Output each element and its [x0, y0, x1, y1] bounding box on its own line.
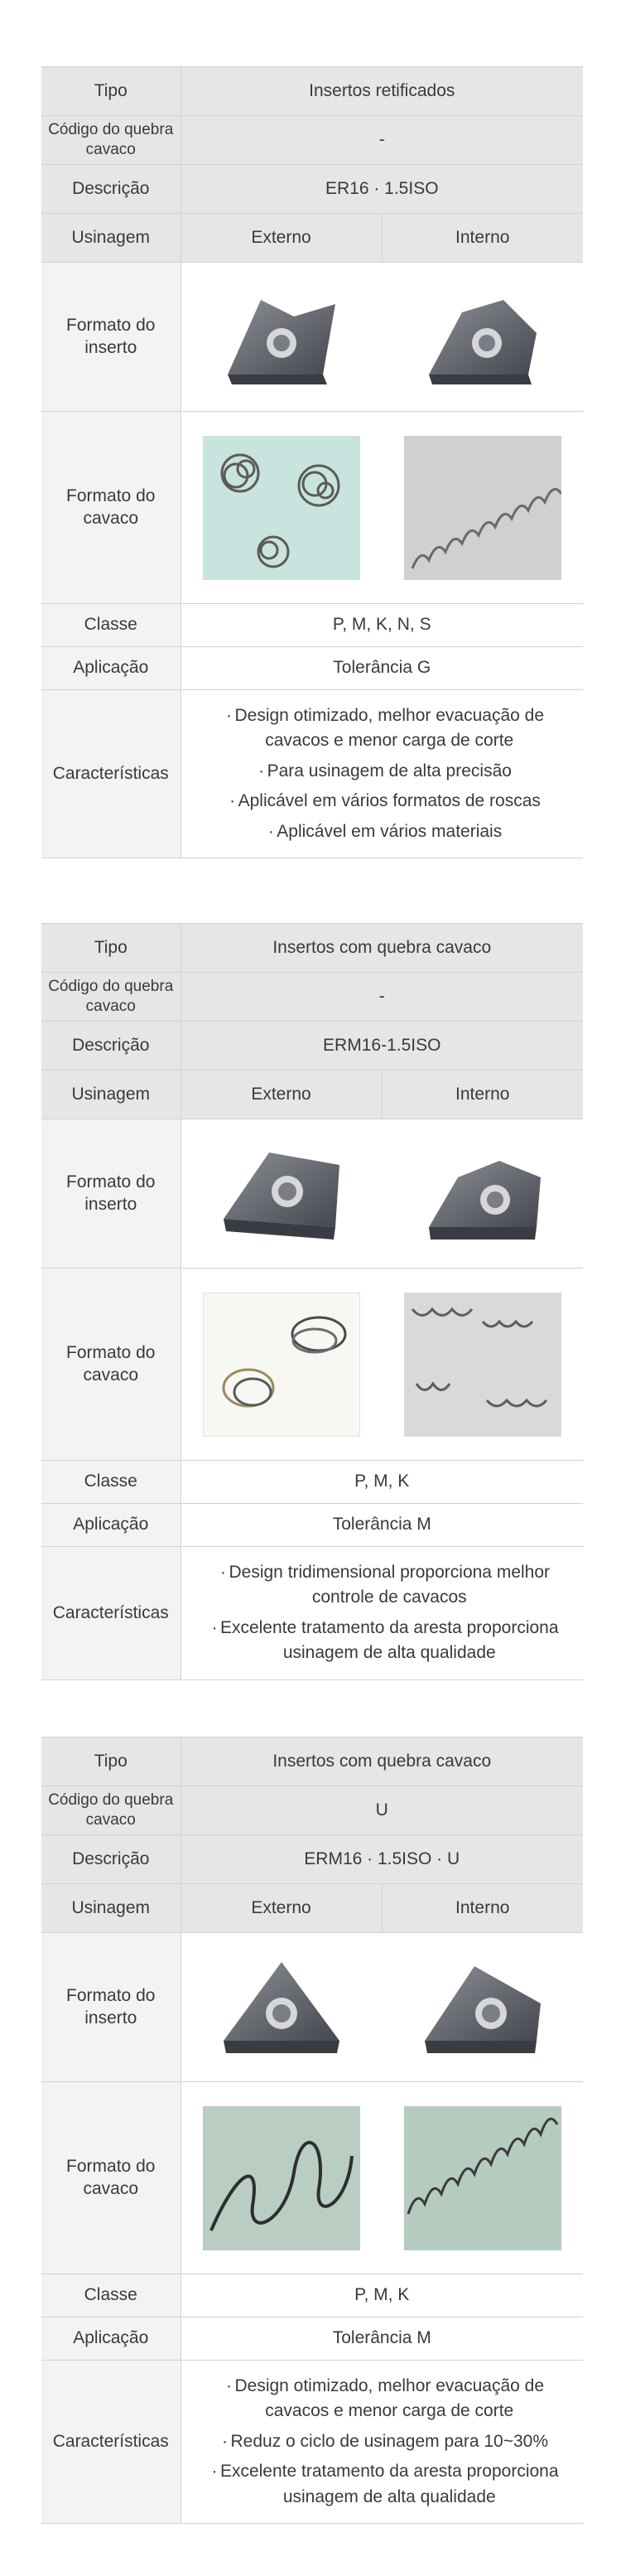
value-classe: P, M, K, N, S [181, 604, 583, 647]
insert-image-external [199, 1945, 364, 2070]
label-codigo: Código do quebra cavaco [41, 116, 181, 165]
value-codigo: - [181, 973, 583, 1022]
feature-item: · Design tridimensional proporciona melhor controle de cavacos [201, 1560, 567, 1611]
usinagem-externo: Externo [181, 214, 382, 263]
label-usinagem: Usinagem [41, 1884, 181, 1933]
chip-image-internal [404, 2106, 561, 2250]
label-caracteristicas: Características [41, 690, 181, 858]
feature-item: · Design otimizado, melhor evacuação de cavacos e menor carga de corte [201, 2374, 567, 2424]
value-tipo: Insertos retificados [181, 67, 583, 116]
chip-image-external [203, 436, 360, 580]
spec-table-3 [41, 1737, 583, 2524]
value-descricao: ER16 · 1.5ISO [181, 165, 583, 214]
chip-image-external [203, 2106, 360, 2250]
value-codigo: - [181, 116, 583, 165]
value-tipo: Insertos com quebra cavaco [181, 924, 583, 973]
value-aplicacao: Tolerância M [181, 1504, 583, 1547]
chip-image-internal [404, 1293, 561, 1437]
label-formato-inserto: Formato do inserto [41, 263, 181, 412]
insert-image-internal [400, 1132, 566, 1256]
label-formato-cavaco: Formato do cavaco [41, 412, 181, 604]
label-usinagem: Usinagem [41, 1071, 181, 1119]
value-descricao: ERM16-1.5ISO [181, 1022, 583, 1071]
insert-image-external [199, 275, 364, 399]
label-descricao: Descrição [41, 165, 181, 214]
chip-image-external [203, 1293, 360, 1437]
label-descricao: Descrição [41, 1022, 181, 1071]
label-formato-inserto: Formato do inserto [41, 1933, 181, 2082]
label-classe: Classe [41, 2274, 181, 2317]
usinagem-interno: Interno [382, 214, 583, 263]
label-tipo: Tipo [41, 1737, 181, 1786]
label-caracteristicas: Características [41, 1547, 181, 1680]
label-aplicacao: Aplicação [41, 2317, 181, 2361]
features-list [201, 2374, 567, 2510]
feature-item: · Aplicável em vários materiais [201, 819, 567, 844]
label-formato-cavaco: Formato do cavaco [41, 2082, 181, 2274]
label-tipo: Tipo [41, 924, 181, 973]
feature-item: · Design otimizado, melhor evacuação de cavacos e menor carga de corte [201, 703, 567, 754]
usinagem-interno: Interno [382, 1071, 583, 1119]
value-aplicacao: Tolerância M [181, 2317, 583, 2361]
value-aplicacao: Tolerância G [181, 647, 583, 690]
usinagem-externo: Externo [181, 1071, 382, 1119]
insert-image-external [199, 1132, 364, 1256]
feature-item: · Excelente tratamento da aresta proporciona usinagem de alta qualidade [201, 2459, 567, 2510]
value-tipo: Insertos com quebra cavaco [181, 1737, 583, 1786]
features-list [201, 703, 567, 844]
feature-item: · Aplicável em vários formatos de roscas [201, 789, 567, 814]
label-descricao: Descrição [41, 1835, 181, 1884]
label-codigo: Código do quebra cavaco [41, 1786, 181, 1835]
insert-image-internal [400, 1945, 566, 2070]
features-list [201, 1560, 567, 1666]
feature-item: · Para usinagem de alta precisão [201, 759, 567, 784]
spec-table-1 [41, 66, 583, 858]
usinagem-externo: Externo [181, 1884, 382, 1933]
label-caracteristicas: Características [41, 2361, 181, 2524]
feature-item: · Reduz o ciclo de usinagem para 10~30% [201, 2429, 567, 2454]
spec-table-2 [41, 923, 583, 1680]
label-usinagem: Usinagem [41, 214, 181, 263]
label-codigo: Código do quebra cavaco [41, 973, 181, 1022]
label-aplicacao: Aplicação [41, 647, 181, 690]
label-classe: Classe [41, 1461, 181, 1504]
value-classe: P, M, K [181, 2274, 583, 2317]
label-classe: Classe [41, 604, 181, 647]
chip-image-internal [404, 436, 561, 580]
label-formato-inserto: Formato do inserto [41, 1119, 181, 1269]
label-tipo: Tipo [41, 67, 181, 116]
label-formato-cavaco: Formato do cavaco [41, 1269, 181, 1461]
insert-image-internal [400, 275, 566, 399]
value-codigo: U [181, 1786, 583, 1835]
value-descricao: ERM16 · 1.5ISO · U [181, 1835, 583, 1884]
usinagem-interno: Interno [382, 1884, 583, 1933]
value-classe: P, M, K [181, 1461, 583, 1504]
feature-item: · Excelente tratamento da aresta proporciona usinagem de alta qualidade [201, 1616, 567, 1666]
label-aplicacao: Aplicação [41, 1504, 181, 1547]
